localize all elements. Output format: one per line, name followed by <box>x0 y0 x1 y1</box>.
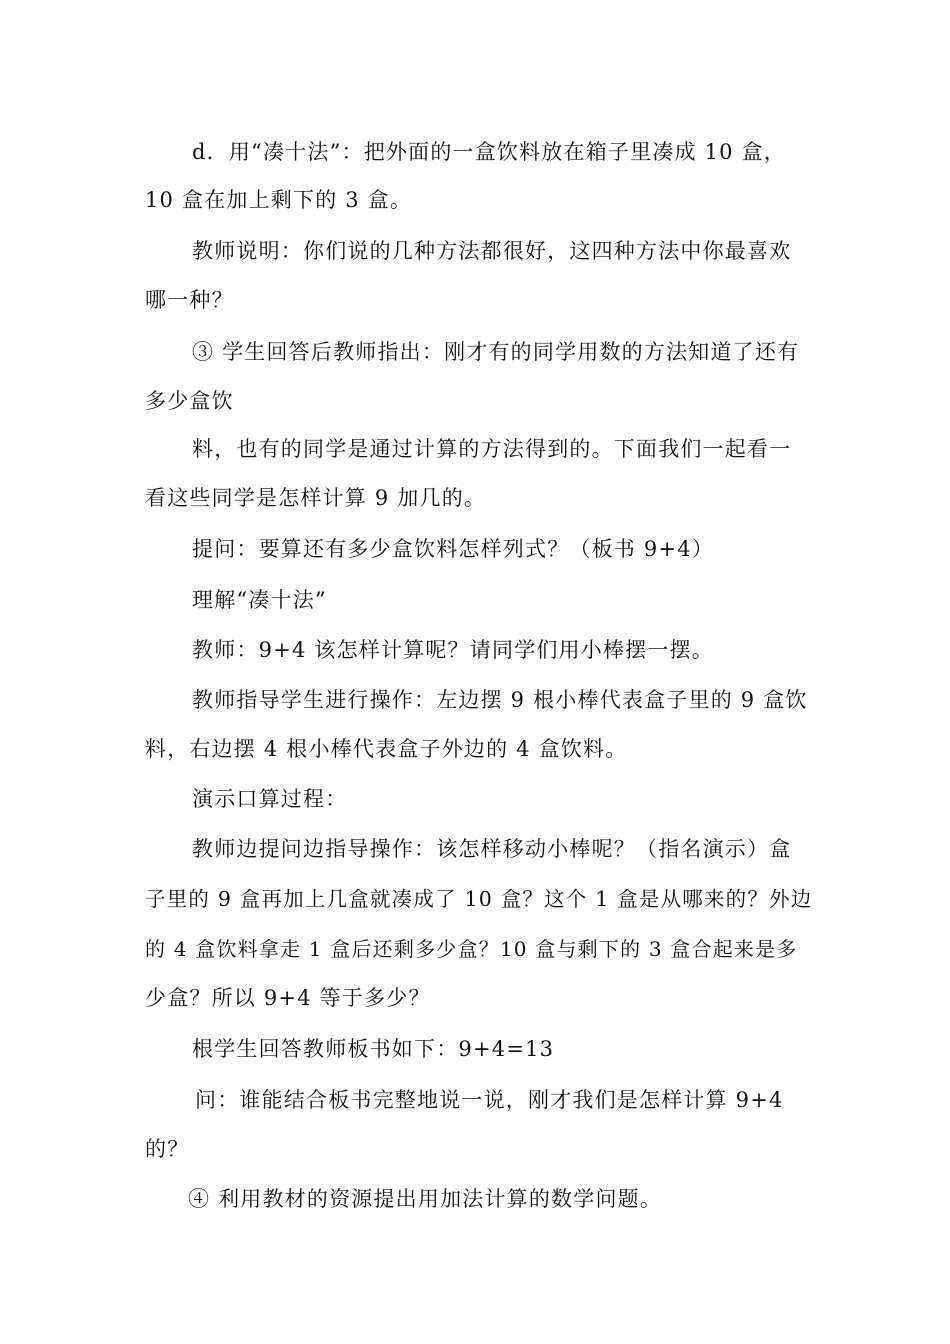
text-line: 子里的 9 盒再加上几盒就凑成了 10 盒？这个 1 盒是从哪来的？外边 <box>145 887 813 911</box>
text-line: ③ 学生回答后教师指出：刚才有的同学用数的方法知道了还有 <box>192 340 800 364</box>
text-line: 看这些同学是怎样计算 9 加几的。 <box>145 486 487 510</box>
text-line: 哪一种？ <box>145 288 234 312</box>
text-line: 教师说明：你们说的几种方法都很好，这四种方法中你最喜欢 <box>192 239 792 263</box>
text-line: 根学生回答教师板书如下：9+4=13 <box>192 1037 555 1061</box>
text-line: 教师：9+4 该怎样计算呢？请同学们用小棒摆一摆。 <box>192 638 714 662</box>
text-line: 多少盒饮 <box>145 389 234 413</box>
text-line: ④ 利用教材的资源提出用加法计算的数学问题。 <box>188 1187 663 1211</box>
text-line: 提问：要算还有多少盒饮料怎样列式？（板书 9+4） <box>192 537 714 561</box>
text-line: 料，右边摆 4 根小棒代表盒子外边的 4 盒饮料。 <box>145 737 628 761</box>
text-line: 教师边提问边指导操作：该怎样移动小棒呢？（指名演示）盒 <box>192 837 792 861</box>
text-line: 问：谁能结合板书完整地说一说，刚才我们是怎样计算 9+4 <box>195 1088 784 1112</box>
text-line: 教师指导学生进行操作：左边摆 9 根小棒代表盒子里的 9 盒饮 <box>192 688 808 712</box>
text-line: 的？ <box>145 1137 190 1161</box>
text-line: 少盒？所以 9+4 等于多少？ <box>145 986 431 1010</box>
text-line: 的 4 盒饮料拿走 1 盒后还剩多少盒？10 盒与剩下的 3 盒合起来是多 <box>145 937 798 961</box>
text-line: 理解“凑十法” <box>192 588 327 612</box>
text-line: 10 盒在加上剩下的 3 盒。 <box>145 188 413 212</box>
text-line: d．用“凑十法”：把外面的一盒饮料放在箱子里凑成 10 盒， <box>192 140 786 164</box>
text-line: 料，也有的同学是通过计算的方法得到的。下面我们一起看一 <box>192 437 792 461</box>
text-line: 演示口算过程： <box>192 787 348 811</box>
